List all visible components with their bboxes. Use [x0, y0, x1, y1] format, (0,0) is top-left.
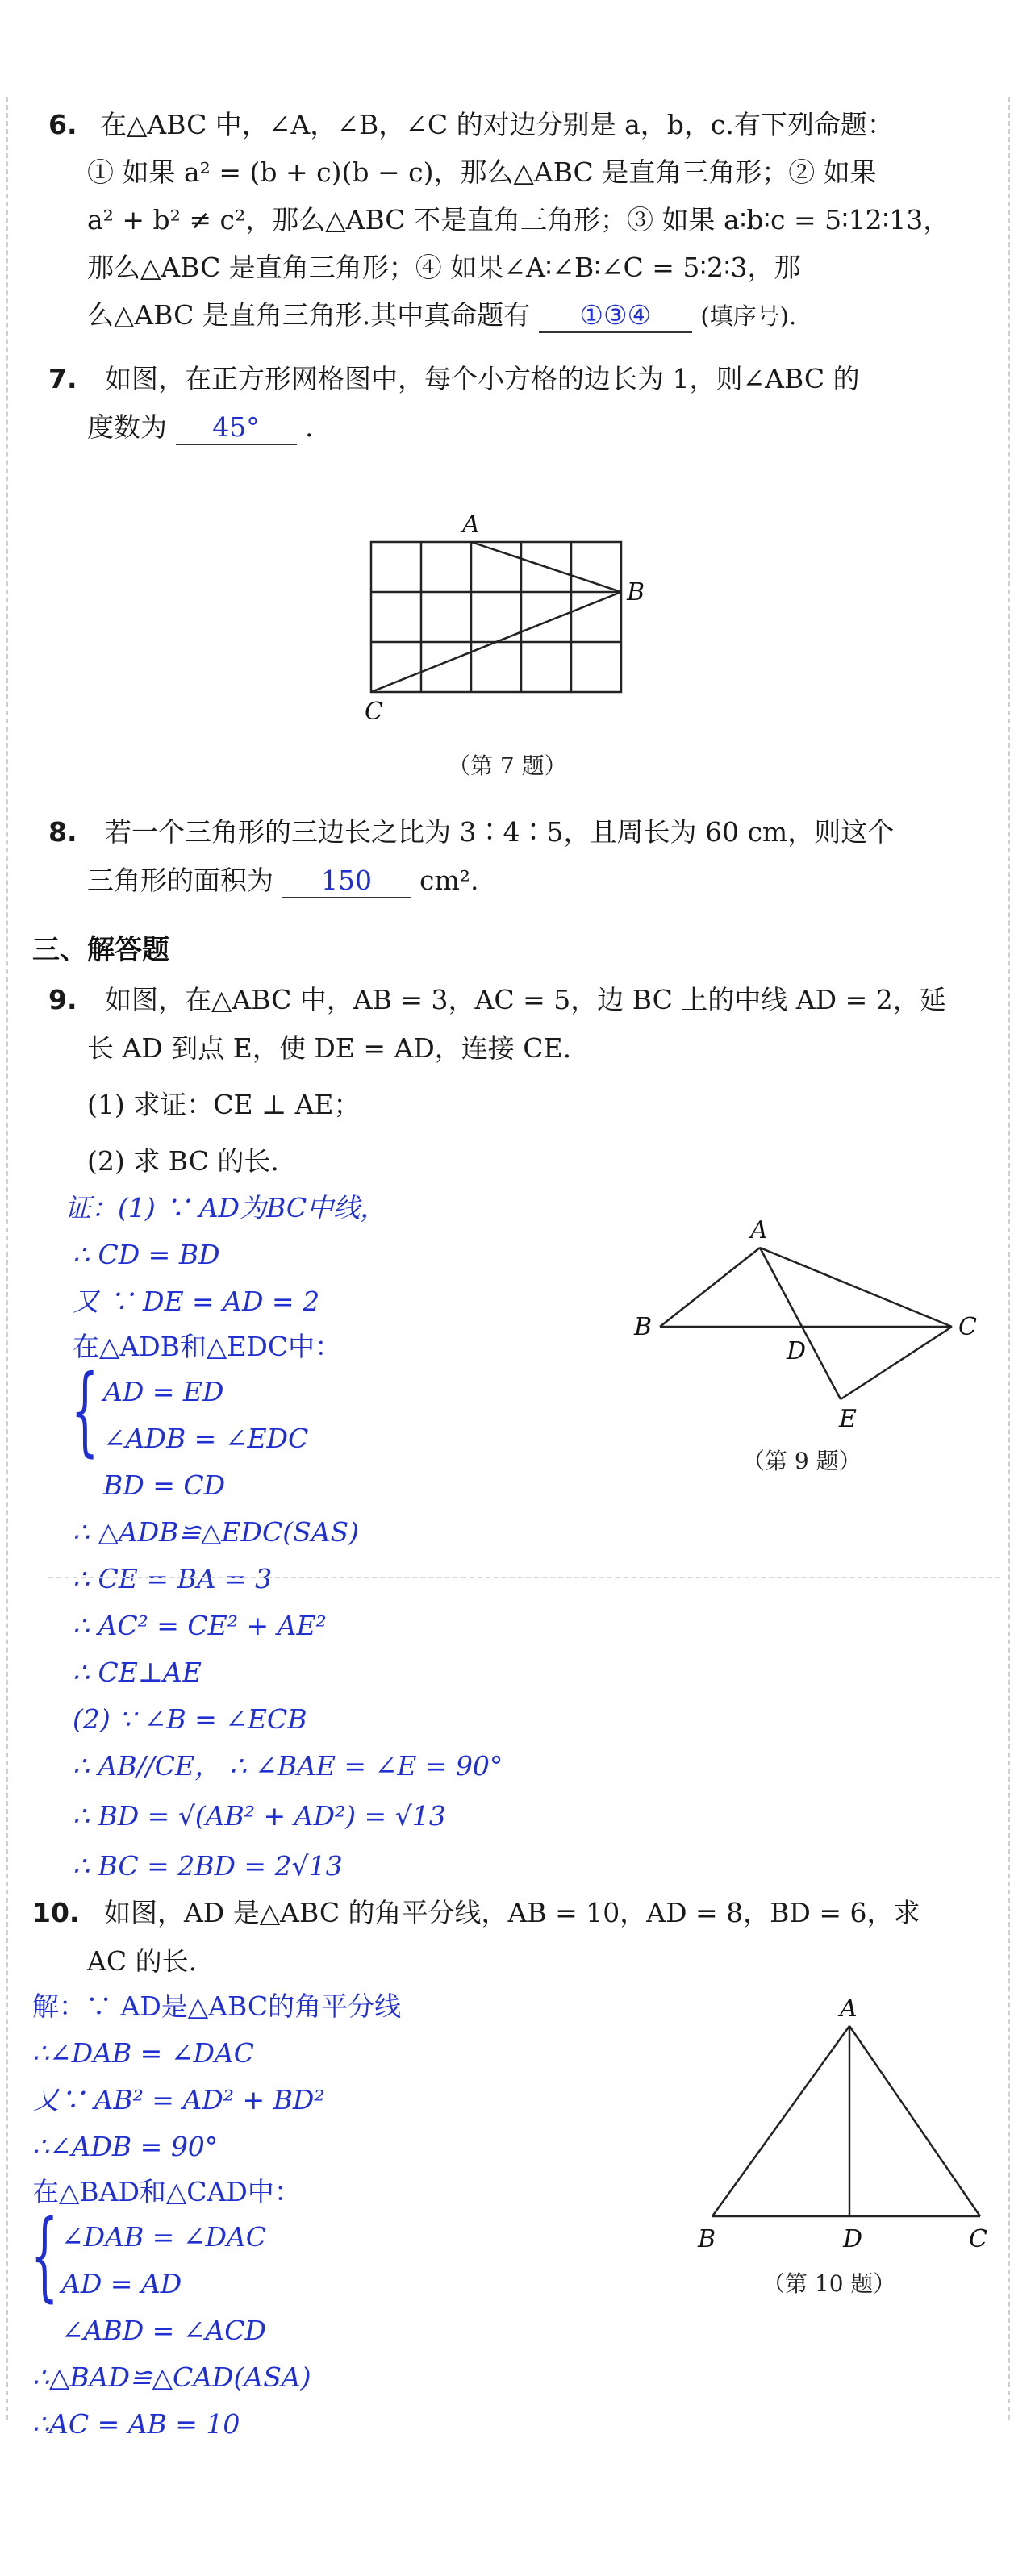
q9-sol-13: ∴ BD = √(AB² + AD²) = √13: [73, 1800, 446, 1832]
q7-label-A: A: [462, 511, 480, 539]
q7-grid-figure: [347, 508, 653, 742]
q10-sol-2: 又∵ AB² = AD² + BD²: [32, 2084, 325, 2115]
q9-triangle-figure: [621, 1214, 1000, 1448]
q10-sol-3: ∴∠ADB = 90°: [32, 2131, 219, 2162]
q10-sol-4: 在△BAD和△CAD中：: [32, 2176, 301, 2207]
q6-fill-hint: (填序号).: [700, 302, 797, 330]
q10-label-D: D: [843, 2225, 863, 2253]
q6-text5: 么△ABC 是直角三角形.其中真命题有: [87, 299, 531, 331]
q8-number: 8.: [48, 816, 77, 848]
q9-sol-2: 又 ∵ DE = AD = 2: [73, 1286, 320, 1317]
q7-answer-blank: 45°: [176, 411, 297, 445]
q9-sol-8: ∴ CE = BA = 3: [73, 1563, 273, 1594]
section-heading: 三、解答题: [32, 934, 169, 966]
q9-caption: （第 9 题）: [742, 1448, 862, 1474]
q8-text1: 若一个三角形的三边长之比为 3∶4∶5，且周长为 60 cm，则这个: [105, 816, 895, 848]
q6-number: 6.: [48, 109, 77, 140]
q9-label-A: A: [750, 1216, 768, 1244]
q6-line5: [87, 299, 796, 333]
q9-sol-4: AD = ED: [103, 1376, 224, 1407]
q7-label-B: B: [627, 578, 645, 606]
q6-answer-blank: ①③④: [539, 299, 692, 333]
q9-brace: {: [71, 1355, 99, 1467]
q7-line2: [87, 411, 314, 445]
q10-sol-5: ∠DAB = ∠DAC: [61, 2221, 267, 2253]
q7-line1: [48, 363, 860, 395]
q10-brace: {: [31, 2200, 59, 2312]
q9-sol-7: ∴ △ADB≌△EDC(SAS): [73, 1516, 360, 1548]
q10-label-C: C: [969, 2225, 987, 2253]
q9-sol-11: (2) ∵ ∠B = ∠ECB: [73, 1703, 307, 1735]
q7-caption: （第 7 题）: [448, 752, 567, 779]
q9-number: 9.: [48, 984, 77, 1015]
q9-sol-6: BD = CD: [103, 1469, 226, 1501]
q9-sol-12: ∴ AB//CE， ∴ ∠BAE = ∠E = 90°: [73, 1750, 503, 1782]
q10-sol-8: ∴△BAD≌△CAD(ASA): [32, 2361, 311, 2393]
q8-line2: [87, 865, 479, 898]
q9-sol-10: ∴ CE⊥AE: [73, 1657, 202, 1688]
q9-label-D: D: [787, 1337, 807, 1365]
q7-number: 7.: [48, 363, 77, 394]
q10-sol-1: ∴∠DAB = ∠DAC: [32, 2037, 255, 2069]
q10-triangle-figure: [682, 1992, 996, 2258]
q9-sol-3: 在△ADB和△EDC中：: [73, 1331, 342, 1362]
left-margin-line: [6, 97, 8, 2420]
q10-number: 10.: [32, 1897, 80, 1928]
q8-line1: [48, 816, 894, 848]
q9-sol-5: ∠ADB = ∠EDC: [103, 1423, 309, 1454]
q8-answer-blank: 150: [282, 865, 411, 898]
q6-text1: 在△ABC 中，∠A，∠B，∠C 的对边分别是 a，b，c.有下列命题：: [100, 109, 894, 140]
q9-label-C: C: [958, 1313, 977, 1341]
q10-label-B: B: [698, 2225, 716, 2253]
q10-caption: （第 10 题）: [762, 2270, 896, 2297]
q10-sol-6: AD = AD: [61, 2268, 182, 2299]
q7-text2: 度数为: [87, 411, 167, 443]
q8-text2: 三角形的面积为: [87, 865, 273, 896]
q10-line1: [32, 1897, 920, 1929]
q9-line4: (2) 求 BC 的长.: [87, 1145, 279, 1177]
q7-period: .: [305, 411, 314, 443]
q10-sol-7: ∠ABD = ∠ACD: [61, 2315, 267, 2346]
q9-sol-0: 证：(1) ∵ AD为BC中线，: [65, 1192, 387, 1223]
q6-line2: ① 如果 a² = (b + c)(b − c)，那么△ABC 是直角三角形；② 如果: [87, 156, 877, 188]
divider: [48, 1577, 1000, 1578]
q8-unit: cm².: [419, 865, 479, 896]
q10-sol-9: ∴AC = AB = 10: [32, 2408, 240, 2440]
q9-label-B: B: [634, 1313, 653, 1341]
q6-line4: 那么△ABC 是直角三角形；④ 如果∠A∶∠B∶∠C = 5∶2∶3，那: [87, 252, 801, 283]
q10-sol-0: 解：∵ AD是△ABC的角平分线: [32, 1990, 402, 2022]
q9-sol-1: ∴ CD = BD: [73, 1239, 220, 1270]
q10-text1: 如图，AD 是△ABC 的角平分线，AB = 10，AD = 8，BD = 6，求: [103, 1897, 920, 1928]
q6-line1: [48, 109, 894, 141]
q9-label-E: E: [839, 1405, 857, 1433]
q10-label-A: A: [840, 1995, 858, 2023]
q7-text1: 如图，在正方形网格图中，每个小方格的边长为 1，则∠ABC 的: [105, 363, 860, 394]
q10-line2: AC 的长.: [87, 1945, 198, 1977]
q9-sol-9: ∴ AC² = CE² + AE²: [73, 1610, 327, 1641]
q7-label-C: C: [365, 698, 383, 726]
q6-line3: a² + b² ≠ c²，那么△ABC 不是直角三角形；③ 如果 a∶b∶c = 5∶12∶13，: [87, 204, 950, 236]
q9-line1: [48, 984, 946, 1016]
right-margin-line: [1008, 97, 1010, 2420]
q9-line2: 长 AD 到点 E，使 DE = AD，连接 CE.: [87, 1032, 572, 1064]
q9-sol-14: ∴ BC = 2BD = 2√13: [73, 1850, 343, 1882]
q9-text1: 如图，在△ABC 中，AB = 3，AC = 5，边 BC 上的中线 AD = 2，延: [105, 984, 946, 1015]
q9-line3: (1) 求证：CE ⊥ AE；: [87, 1089, 361, 1120]
